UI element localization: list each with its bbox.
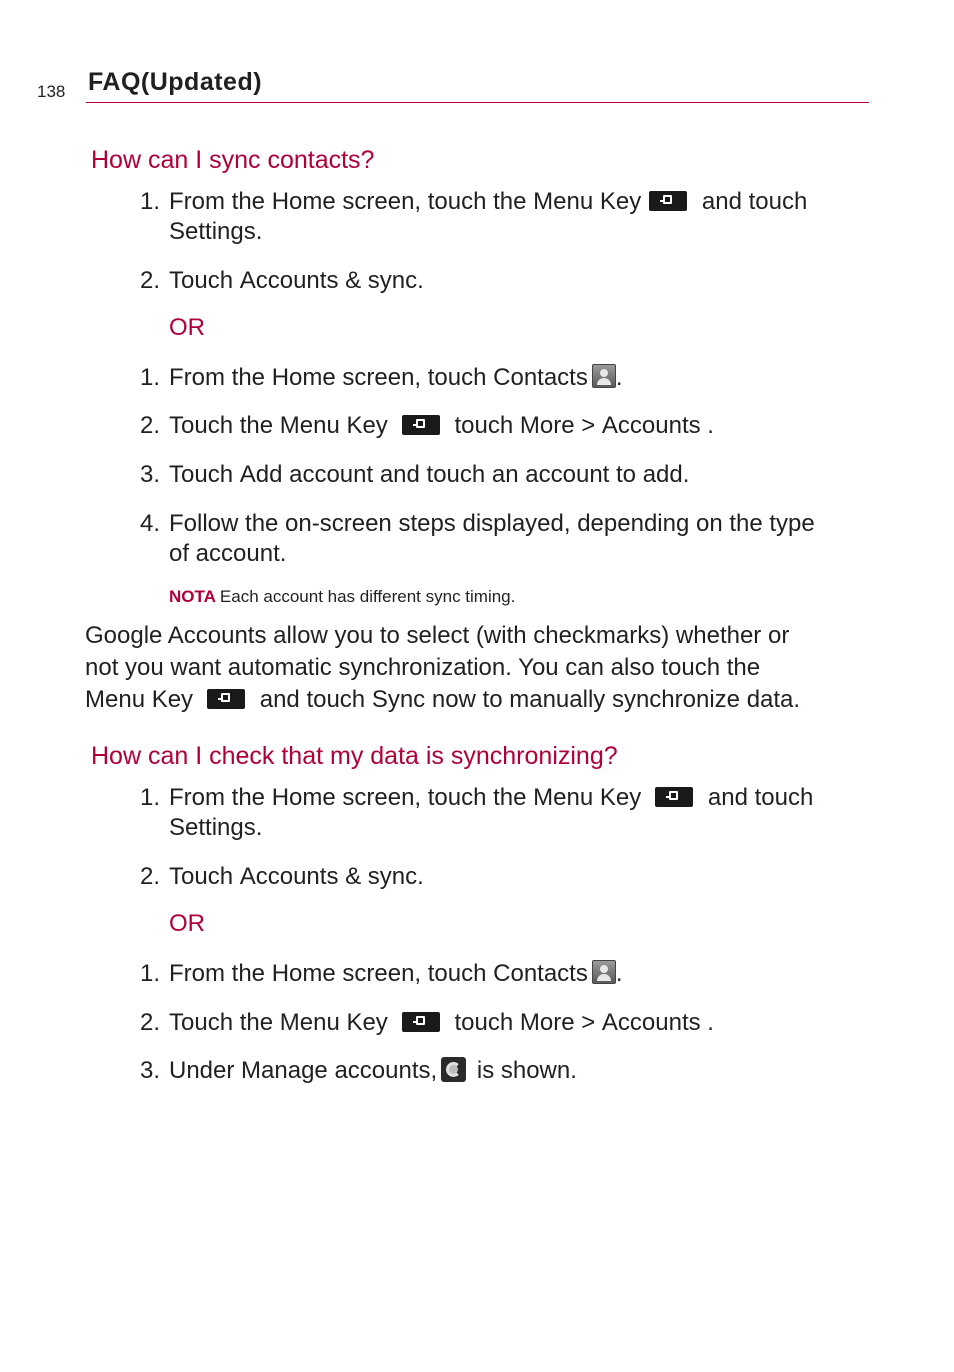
- paragraph-text: and touch: [253, 686, 372, 713]
- step-number: 1.: [140, 960, 161, 987]
- step-text: .: [255, 814, 263, 841]
- more-label: More: [519, 412, 575, 439]
- manage-accounts-label: Manage accounts: [241, 1057, 431, 1084]
- page-number: 138: [37, 82, 66, 101]
- menu-key-label: Menu Key: [85, 686, 194, 713]
- step-item: [140, 1056, 577, 1086]
- step-text: From the Home screen, touch: [169, 960, 494, 987]
- section-heading-check-sync: How can I check that my data is synchronizing?: [91, 742, 618, 770]
- menu-key-icon: [402, 1012, 440, 1032]
- step-text: .: [615, 364, 623, 391]
- step-item: [140, 363, 623, 393]
- step-text: .: [700, 412, 714, 439]
- accounts-sync-label: Accounts & sync: [239, 267, 418, 294]
- step-number: 3.: [140, 461, 161, 488]
- step-text: and touch: [701, 784, 814, 811]
- step-text: and touch an account to add.: [373, 461, 690, 488]
- contacts-label: Contacts: [493, 364, 588, 391]
- menu-key-label: Menu Key: [279, 1009, 388, 1036]
- step-text: Touch: [169, 863, 240, 890]
- add-account-label: Add account: [239, 461, 374, 488]
- contacts-icon: [592, 364, 616, 388]
- menu-key-icon: [649, 191, 687, 211]
- step-text: .: [255, 218, 263, 245]
- step-item: [140, 783, 813, 843]
- paragraph-line: Google Accounts allow you to select (with checkmarks) whether or: [85, 622, 790, 649]
- menu-key-icon: [655, 787, 693, 807]
- accounts-label: Accounts: [601, 1009, 701, 1036]
- or-separator: OR: [169, 314, 205, 341]
- note-text: Each account has different sync timing.: [219, 587, 516, 606]
- step-number: 2.: [140, 1009, 161, 1036]
- step-text: touch: [447, 1009, 520, 1036]
- contacts-icon: [592, 960, 616, 984]
- menu-key-label: Menu Key: [279, 412, 388, 439]
- step-text: >: [574, 1009, 602, 1036]
- step-number: 1.: [140, 784, 161, 811]
- step-text: .: [615, 960, 623, 987]
- contacts-label: Contacts: [493, 960, 588, 987]
- step-text: .: [417, 863, 424, 890]
- step-text: is shown.: [470, 1057, 577, 1084]
- menu-key-label: Menu Key: [533, 784, 642, 811]
- step-text: and touch: [695, 188, 808, 215]
- step-number: 3.: [140, 1057, 161, 1084]
- step-text: ,: [430, 1057, 438, 1084]
- step-text: touch: [447, 412, 520, 439]
- step-number: 2.: [140, 267, 161, 294]
- more-label: More: [519, 1009, 575, 1036]
- menu-key-label: Menu Key: [533, 188, 642, 215]
- sync-now-label: Sync now: [371, 686, 476, 713]
- step-text: Touch: [169, 267, 240, 294]
- title-rule: [86, 102, 869, 103]
- menu-key-icon: [207, 689, 245, 709]
- step-item: [140, 460, 689, 490]
- step-item: [140, 862, 424, 892]
- paragraph: [85, 620, 875, 716]
- section-heading-sync-contacts: How can I sync contacts?: [91, 146, 375, 174]
- step-number: 2.: [140, 863, 161, 890]
- step-item: [140, 411, 714, 441]
- step-text: >: [574, 412, 602, 439]
- menu-key-icon: [402, 415, 440, 435]
- step-text: Touch the: [169, 412, 280, 439]
- step-text: Follow the on-screen steps displayed, depending on the type: [169, 510, 815, 537]
- step-item: [140, 266, 424, 296]
- step-text: Under: [169, 1057, 242, 1084]
- step-number: 2.: [140, 412, 161, 439]
- step-text: .: [417, 267, 424, 294]
- step-text: of account.: [169, 540, 287, 567]
- step-text: Touch: [169, 461, 240, 488]
- step-number: 1.: [140, 364, 161, 391]
- paragraph-text: to manually synchronize data.: [475, 686, 801, 713]
- step-text: Touch the: [169, 1009, 280, 1036]
- step-number: 1.: [140, 188, 161, 215]
- step-item: [140, 187, 807, 247]
- step-text: From the Home screen, touch: [169, 364, 494, 391]
- step-text: .: [700, 1009, 714, 1036]
- step-item: [140, 1008, 714, 1038]
- note-label: NOTA: [169, 587, 216, 606]
- accounts-sync-label: Accounts & sync: [239, 863, 418, 890]
- step-item: [140, 959, 623, 989]
- sync-icon: [441, 1057, 466, 1082]
- settings-label: Settings: [169, 814, 256, 841]
- page-title: FAQ(Updated): [88, 68, 263, 96]
- note: [169, 587, 515, 607]
- step-number: 4.: [140, 510, 161, 537]
- step-text: From the Home screen, touch the: [169, 784, 534, 811]
- accounts-label: Accounts: [601, 412, 701, 439]
- paragraph-line: not you want automatic synchronization. You can also touch the: [85, 654, 761, 681]
- step-text: From the Home screen, touch the: [169, 188, 534, 215]
- step-item: [140, 509, 815, 569]
- settings-label: Settings: [169, 218, 256, 245]
- or-separator: OR: [169, 910, 205, 937]
